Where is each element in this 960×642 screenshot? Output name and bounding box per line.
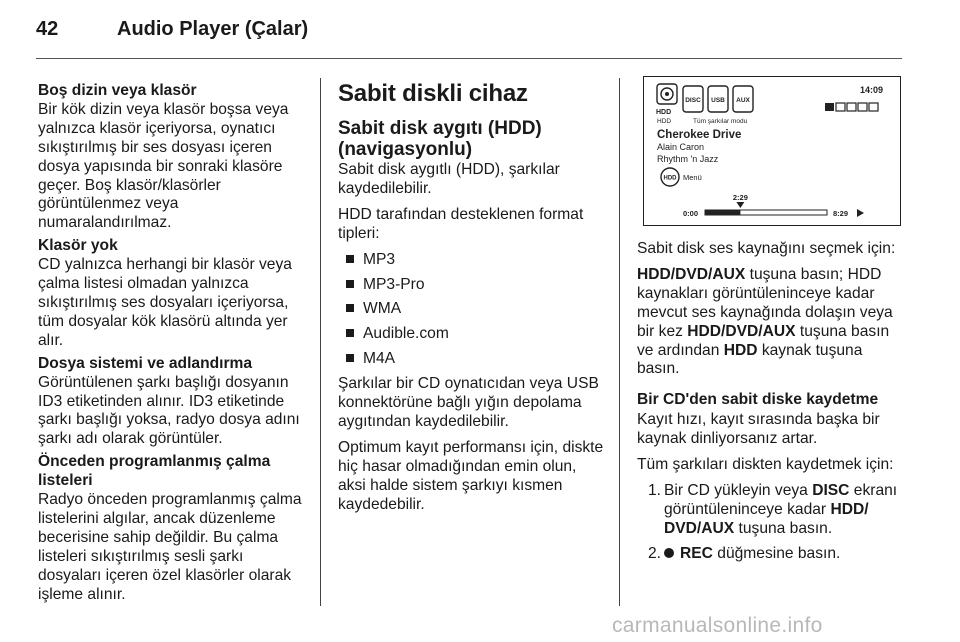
hdd-screen-illustration: [643, 76, 901, 226]
bullet-icon: [346, 329, 354, 337]
section-title: Önceden programlanmış çalma listeleri: [38, 453, 271, 490]
select-lead: Sabit disk ses kaynağını seçmek için:: [637, 240, 896, 257]
chapter-title: Audio Player (Çalar): [117, 18, 309, 40]
list-item: [637, 482, 907, 539]
column-3: [637, 240, 907, 570]
list-item: [338, 251, 606, 270]
subsection-heading: Bir CD'den sabit diske kaydetme: [637, 391, 879, 409]
mode-small: HDD: [657, 118, 672, 125]
source-button-label: DISC: [685, 97, 701, 104]
step-number: 1.: [648, 481, 662, 499]
step-number: 2.: [648, 544, 662, 562]
instruction-text: tuşuna basın ve ardından: [637, 322, 890, 359]
bullet-icon: [346, 304, 354, 312]
list-item-label: M4A: [363, 350, 396, 368]
hdd-label: HDD: [656, 109, 672, 116]
progress-fill: [705, 210, 740, 215]
instruction-text: kaynak tuşuna basın.: [637, 341, 863, 378]
step-text: tuşuna basın.: [734, 519, 833, 537]
steps-lead: Tüm şarkıları diskten kaydetmek için:: [637, 456, 894, 474]
column-divider-right: [619, 78, 620, 606]
subsection-heading: Sabit disk aygıtı (HDD) (navigasyonlu): [338, 118, 542, 160]
list-item: [338, 350, 606, 369]
rec-button-label: REC: [680, 544, 713, 562]
performance-paragraph: Optimum kayıt performansı için, diskte hiç hasar olmadığından emin olun, aksi halde sistem şarkıyı kısmen kaydedebilir.: [338, 438, 604, 513]
page-header: [0, 0, 960, 60]
source-button-label: AUX: [736, 97, 750, 104]
bullet-icon: [346, 255, 354, 263]
album-name: Rhythm 'n Jazz: [657, 154, 719, 164]
step-text: Bir CD yükleyin veya: [664, 481, 813, 499]
source-button-usb: [708, 86, 728, 112]
intro-paragraph: Sabit disk aygıtlı (HDD), şarkılar kaydedilebilir.: [338, 161, 560, 197]
subsection-body: Kayıt hızı, kayıt sırasında başka bir kaynak dinliyorsanız artar.: [637, 411, 880, 448]
section-heading: Sabit diskli cihaz: [338, 80, 528, 107]
hdd-dvd-aux-button-label: HDD/ DVD/AUX: [664, 500, 869, 537]
select-instructions: [637, 266, 907, 379]
section-body: Görüntülenen şarkı başlığı dosyanın ID3 etiketinden alınır. ID3 etiketinde şarkı başlığı yoksa, radyo dosya adını şarkı adı olarak görüntüler.: [38, 373, 300, 448]
hdd-dvd-aux-button-label: HDD/DVD/AUX: [637, 265, 746, 283]
formats-list: [338, 251, 606, 370]
watermark: carmanualsonline.info: [612, 614, 823, 637]
source-button-disc: [683, 86, 703, 112]
section-body: CD yalnızca herhangi bir klasör veya çalma listesi olmadan yalnızca sıkıştırılmış ses dosyaları içeriyorsa, tüm dosyalar kök klasörü altında yer alır.: [38, 256, 292, 349]
column-2: [338, 80, 606, 522]
list-item-label: WMA: [363, 300, 402, 318]
formats-lead: HDD tarafından desteklenen format tipleri:: [338, 205, 584, 242]
step-text: ekranı görüntüleninceye kadar: [664, 481, 898, 518]
section-body: Bir kök dizin veya klasör boşsa veya yalnızca klasör içeriyorsa, oynatıcı sıkıştırılmış bir ses dosyası içeren dosya yapısında bir sonraki klasöre geçer. Boş klasör/klasörler görüntülenmez veya numaralandırılmaz.: [38, 100, 289, 232]
section-title: Dosya sistemi ve adlandırma: [38, 354, 253, 372]
disc-button-label: DISC: [812, 481, 850, 499]
record-dot-icon: [664, 548, 674, 558]
column-1: [38, 82, 306, 608]
source-button-label: USB: [711, 97, 725, 104]
column-divider-left: [320, 78, 321, 606]
steps-list: [637, 482, 907, 564]
section-title: Boş dizin veya klasör: [38, 82, 197, 99]
hdd-dvd-aux-button-label: HDD/DVD/AUX: [687, 322, 796, 340]
total-time: 8:29: [833, 209, 849, 218]
step-text: düğmesine basın.: [712, 544, 841, 562]
list-item-label: MP3: [363, 250, 396, 268]
clock-text: 14:09: [859, 85, 883, 95]
hdd-button-label: HDD: [723, 341, 758, 359]
position-time: 2:29: [732, 193, 748, 202]
list-item-label: MP3-Pro: [363, 275, 425, 293]
instruction-text: tuşuna basın; HDD kaynakları görüntüleninceye kadar mevcut ses kaynağında dolaşın veya bir kez: [637, 265, 893, 340]
recording-paragraph: Şarkılar bir CD oynatıcıdan veya USB konnektörüne bağlı yığın depolama aygıtından kaydedilebilir.: [338, 375, 599, 430]
list-item: [338, 300, 606, 319]
artist-name: Alain Caron: [657, 142, 705, 152]
bullet-icon: [346, 280, 354, 288]
page-number: 42: [36, 18, 59, 40]
list-item: [637, 545, 907, 564]
section-body: Radyo önceden programlanmış çalma listelerini algılar, ancak düzenleme becerisine sahip değildir. Bu çalma listeleri sıkıştırılmış sesli şarkı dosyaları içeren özel klasörler olarak işleme alınır.: [38, 491, 302, 603]
menu-icon-label: HDD: [663, 175, 677, 182]
list-item: [338, 276, 606, 295]
section-title: Klasör yok: [38, 237, 118, 255]
track-title: Cherokee Drive: [657, 129, 742, 141]
list-item: [338, 325, 606, 344]
status-icons: [825, 103, 878, 111]
menu-label: Menü: [683, 173, 702, 182]
elapsed-time: 0:00: [683, 209, 699, 218]
bullet-icon: [346, 354, 354, 362]
source-button-aux: [733, 86, 753, 112]
mode-text: Tüm şarkılar modu: [693, 118, 748, 125]
header-rule: [36, 58, 902, 59]
list-item-label: Audible.com: [363, 325, 449, 343]
